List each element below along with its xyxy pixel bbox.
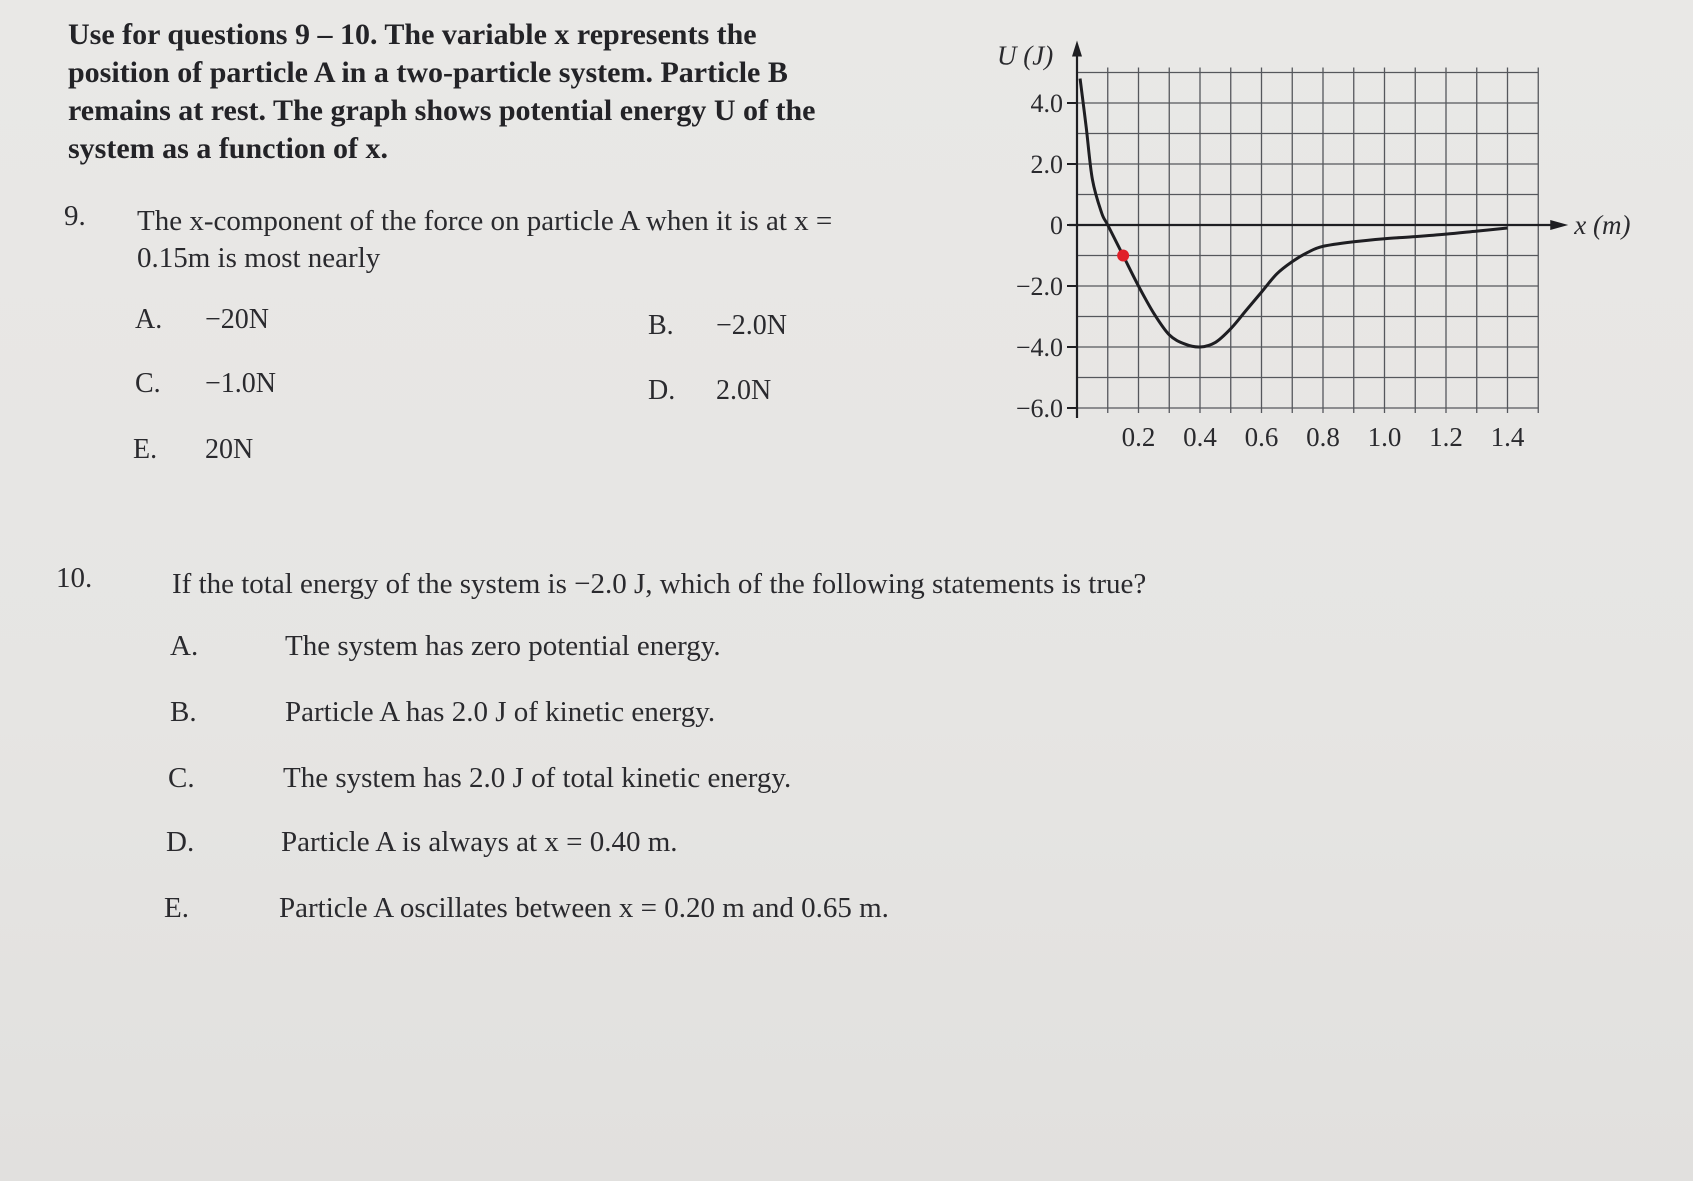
x-tick-label: 0.8 [1306,422,1340,452]
q9-option-c[interactable] [135,368,276,400]
y-tick-label: −6.0 [1015,394,1063,423]
option-text: Particle A has 2.0 J of kinetic energy. [285,696,716,728]
x-tick-label: 0.4 [1183,422,1217,452]
intro-line: position of particle A in a two-particle system. Particle B [68,56,788,89]
x-tick-label: 0.6 [1244,422,1279,452]
x-tick-label: 0.2 [1121,422,1156,452]
option-letter: D. [648,375,676,406]
option-letter: E. [164,892,189,924]
option-text: 2.0N [716,375,772,406]
y-axis-arrow [1072,41,1082,57]
q9-option-d[interactable] [648,375,771,407]
q9-option-b[interactable] [648,310,787,342]
option-letter: B. [648,310,674,341]
y-tick-label: 2.0 [1030,150,1063,179]
q10-option-b[interactable] [170,696,715,729]
x-axis-label: x (m) [1574,210,1631,240]
option-text: Particle A oscillates between x = 0.20 m and 0.65 m. [279,892,889,924]
q10-number: 10. [56,562,93,594]
q10-option-a[interactable] [170,630,721,663]
option-text: Particle A is always at x = 0.40 m. [281,826,678,858]
q9-question-line: 0.15m is most nearly [137,242,381,274]
intro-line: remains at rest. The graph shows potential energy U of the [68,94,816,127]
q10-option-c[interactable] [168,762,791,795]
option-text: The system has 2.0 J of total kinetic energy. [283,762,792,794]
option-letter: A. [135,304,163,335]
y-tick-label: 4.0 [1030,89,1063,118]
x-axis-arrow [1550,220,1568,230]
option-text: −20N [205,304,270,335]
graph-grid [1077,68,1538,414]
x-tick-label: 1.0 [1367,422,1402,452]
option-letter: E. [133,434,158,465]
y-tick-label: 0 [1050,211,1063,240]
particle-marker [1117,250,1129,262]
option-text: The system has zero potential energy. [285,630,721,662]
q9-option-e[interactable] [133,434,253,466]
option-text: −2.0N [716,310,788,341]
q9-question-line: The x-component of the force on particle A when it is at x = [137,205,833,237]
q10-option-e[interactable] [164,892,889,925]
option-letter: B. [170,696,197,728]
graph-ticks [1016,89,1525,452]
y-tick-label: −4.0 [1015,333,1063,362]
option-letter: C. [135,368,161,399]
intro-paragraph [68,16,948,168]
intro-line: system as a function of x. [68,132,388,165]
option-letter: A. [170,630,199,662]
q10-option-d[interactable] [166,826,678,859]
x-tick-label: 1.4 [1490,422,1525,452]
potential-energy-graph [990,30,1670,470]
q10-question: If the total energy of the system is −2.0 J, which of the following statements is true? [172,568,1147,600]
intro-line: Use for questions 9 – 10. The variable x represents the [68,18,757,51]
option-letter: D. [166,826,195,858]
option-text: 20N [205,434,254,465]
option-text: −1.0N [205,368,277,399]
option-letter: C. [168,762,195,794]
q9-option-a[interactable] [135,304,269,336]
x-tick-label: 1.2 [1429,422,1463,452]
y-axis-label: U (J) [997,40,1054,71]
y-tick-label: −2.0 [1015,272,1063,301]
q9-number: 9. [64,200,86,232]
potential-energy-curve [1080,79,1507,347]
